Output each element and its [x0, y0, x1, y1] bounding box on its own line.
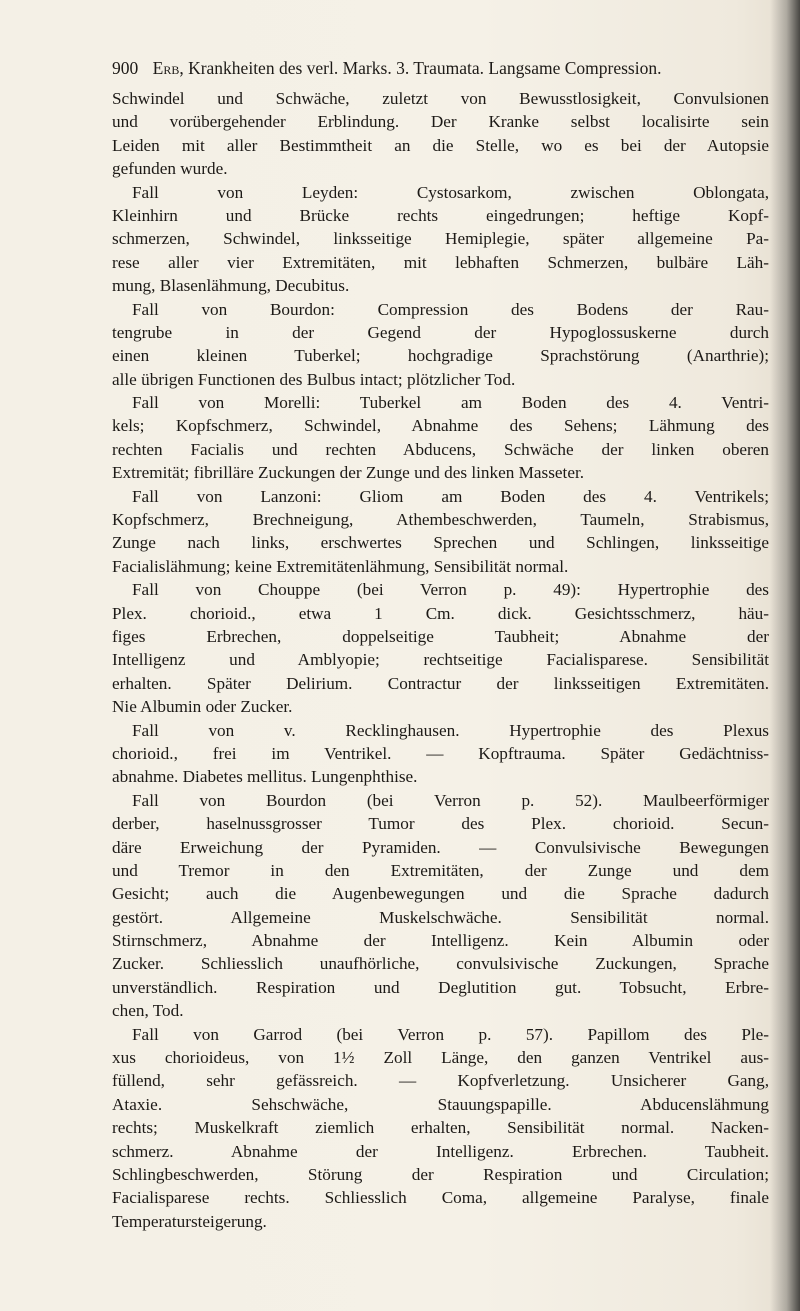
text-line: gefunden wurde. [112, 159, 228, 179]
page-number: 900 [112, 58, 139, 78]
text-line: gestört. Allgemeine Muskelschwäche. Sensibilität normal. [112, 907, 769, 927]
text-line: Facialisparese rechts. Schliesslich Coma, allgemeine Paralyse, finale [112, 1188, 769, 1208]
text-line: Fall von Bourdon (bei Verron p. 52). Maulbeerförmiger [132, 790, 769, 810]
text-line: erhalten. Später Delirium. Contractur der linksseitigen Extremitäten. [112, 673, 769, 693]
text-line: Stirnschmerz, Abnahme der Intelligenz. Kein Albumin oder [112, 931, 769, 951]
page-edge-shadow [770, 0, 800, 1311]
text-line: füllend, sehr gefässreich. — Kopfverletzung. Unsicherer Gang, [112, 1071, 769, 1091]
text-line: abnahme. Diabetes mellitus. Lungenphthise. [112, 767, 418, 787]
text-line: Facialislähmung; keine Extremitätenlähmung, Sensibilität normal. [112, 556, 569, 576]
text-line: Zucker. Schliesslich unaufhörliche, convulsivische Zuckungen, Sprache [112, 954, 769, 974]
text-line: Gesicht; auch die Augenbewegungen und die Sprache dadurch [112, 884, 769, 904]
text-line: Temperatursteigerung. [112, 1211, 267, 1231]
text-line: tengrube in der Gegend der Hypoglossuskerne durch [112, 322, 769, 342]
text-line: schmerz. Abnahme der Intelligenz. Erbrechen. Taubheit. [112, 1141, 769, 1161]
text-line: schmerzen, Schwindel, linksseitige Hemiplegie, später allgemeine Pa- [112, 229, 769, 249]
text-line: kels; Kopfschmerz, Schwindel, Abnahme des Sehens; Lähmung des [112, 416, 769, 436]
text-line: rechts; Muskelkraft ziemlich erhalten, Sensibilität normal. Nacken- [112, 1118, 769, 1138]
text-line: Extremität; fibrilläre Zuckungen der Zunge und des linken Masseter. [112, 463, 585, 483]
text-line: Fall von Leyden: Cystosarkom, zwischen Oblongata, [132, 182, 769, 202]
text-line: Kleinhirn und Brücke rechts eingedrungen; heftige Kopf- [112, 205, 769, 225]
text-line: chorioid., frei im Ventrikel. — Kopftrauma. Später Gedächtniss- [112, 743, 769, 763]
text-line: alle übrigen Functionen des Bulbus intact; plötzlicher Tod. [112, 369, 516, 389]
text-line: Ataxie. Sehschwäche, Stauungspapille. Abducenslähmung [112, 1094, 769, 1114]
text-line: rechten Facialis und rechten Abducens, Schwäche der linken oberen [112, 439, 769, 459]
text-line: Schwindel und Schwäche, zuletzt von Bewusstlosigkeit, Convulsionen [112, 89, 769, 108]
text-line: Nie Albumin oder Zucker. [112, 697, 293, 717]
text-line: Kopfschmerz, Brechneigung, Athembeschwerden, Taumeln, Strabismus, [112, 510, 769, 530]
text-line: Fall von Morelli: Tuberkel am Boden des 4. Ventri- [132, 393, 769, 413]
text-line: rese aller vier Extremitäten, mit lebhaften Schmerzen, bulbäre Läh- [112, 252, 769, 272]
text-line: Fall von Chouppe (bei Verron p. 49): Hypertrophie des [132, 580, 769, 600]
text-line: Leiden mit aller Bestimmtheit an die Stelle, wo es bei der Autopsie [112, 135, 769, 155]
text-line: unverständlich. Respiration und Deglutition gut. Tobsucht, Erbre- [112, 977, 769, 997]
text-line: Fall von v. Recklinghausen. Hypertrophie des Plexus [132, 720, 769, 740]
body-text [112, 87, 769, 1233]
text-line: und Tremor in den Extremitäten, der Zunge und dem [112, 860, 769, 880]
text-line: mung, Blasenlähmung, Decubitus. [112, 276, 350, 296]
text-line: Intelligenz und Amblyopie; rechtseitige Facialisparese. Sensibilität [112, 650, 769, 670]
text-line: chen, Tod. [112, 1001, 184, 1021]
text-line: einen kleinen Tuberkel; hochgradige Sprachstörung (Anarthrie); [112, 346, 769, 366]
text-line: figes Erbrechen, doppelseitige Taubheit; Abnahme der [112, 626, 769, 646]
text-line: Plex. chorioid., etwa 1 Cm. dick. Gesichtsschmerz, häu- [112, 603, 769, 623]
text-line: Zunge nach links, erschwertes Sprechen und Schlingen, linksseitige [112, 533, 769, 553]
running-header [112, 58, 772, 79]
text-line: Fall von Bourdon: Compression des Bodens der Rau- [132, 299, 769, 319]
text-line: und vorübergehender Erblindung. Der Kranke selbst localisirte sein [112, 112, 769, 132]
text-line: däre Erweichung der Pyramiden. — Convulsivische Bewegungen [112, 837, 769, 857]
text-line: derber, haselnussgrosser Tumor des Plex. chorioid. Secun- [112, 814, 769, 834]
running-header-title: Krankheiten des verl. Marks. 3. Traumata. Langsame Compression. [188, 58, 662, 78]
text-line: Fall von Lanzoni: Gliom am Boden des 4. Ventrikels; [132, 486, 769, 506]
text-line: xus chorioideus, von 1½ Zoll Länge, den ganzen Ventrikel aus- [112, 1048, 769, 1068]
text-line: Fall von Garrod (bei Verron p. 57). Papillom des Ple- [132, 1024, 769, 1044]
text-line: Schlingbeschwerden, Störung der Respiration und Circulation; [112, 1164, 769, 1184]
running-header-author: Erb, [152, 58, 184, 78]
